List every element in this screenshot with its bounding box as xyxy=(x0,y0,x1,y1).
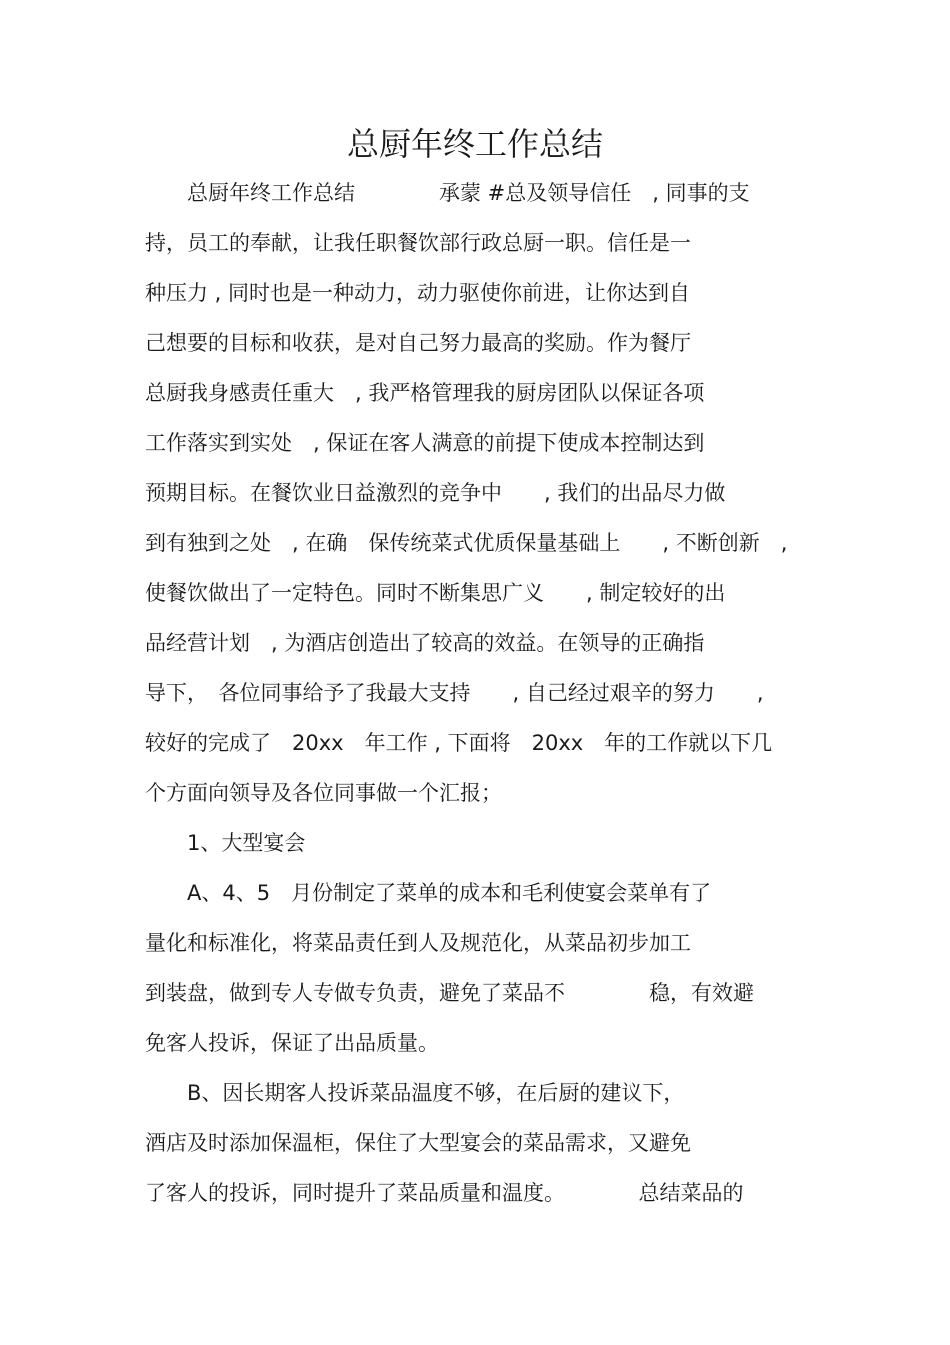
document-title: 总厨年终工作总结 xyxy=(346,125,603,163)
section-heading: 1、大型宴会 xyxy=(145,831,306,855)
text-line: 到装盘，做到专人专做专负责，避免了菜品不 稳，有效避 xyxy=(145,981,754,1005)
text-line: 品经营计划 , 为酒店创造出了较高的效益。在领导的正确指 xyxy=(145,631,705,655)
text-line: 己想要的目标和收获，是对自己努力最高的奖励。作为餐厅 xyxy=(145,331,691,355)
text-line: 了客人的投诉，同时提升了菜品质量和温度。 总结菜品的 xyxy=(145,1181,744,1205)
text-line: 量化和标准化，将菜品责任到人及规范化，从菜品初步加工 xyxy=(145,931,691,955)
text-line: 较好的完成了 20xx 年工作 , 下面将 20xx 年的工作就以下几 xyxy=(145,731,773,755)
text-line: A、4、5 月份制定了菜单的成本和毛利使宴会菜单有了 xyxy=(145,881,712,905)
text-line: 总厨我身感责任重大 , 我严格管理我的厨房团队以保证各项 xyxy=(145,381,705,405)
text-line: 种压力 , 同时也是一种动力，动力驱使你前进，让你达到自 xyxy=(145,281,691,305)
text-line: 预期目标。在餐饮业日益激烈的竞争中 , 我们的出品尽力做 xyxy=(145,481,726,505)
text-line: 工作落实到实处 , 保证在客人满意的前提下使成本控制达到 xyxy=(145,431,705,455)
text-line: 酒店及时添加保温柜，保住了大型宴会的菜品需求，又避免 xyxy=(145,1131,691,1155)
text-line: 持，员工的奉献，让我任职餐饮部行政总厨一职。信任是一 xyxy=(145,231,691,255)
text-line: 免客人投诉，保证了出品质量。 xyxy=(145,1031,439,1055)
text-line: 使餐饮做出了一定特色。同时不断集思广义 , 制定较好的出 xyxy=(145,581,726,605)
text-line: 总厨年终工作总结 承蒙 #总及领导信任 , 同事的支 xyxy=(145,181,750,205)
text-line: B、因长期客人投诉菜品温度不够，在后厨的建议下， xyxy=(145,1081,685,1105)
text-line: 个方面向领导及各位同事做一个汇报； xyxy=(145,781,502,805)
text-line: 导下， 各位同事给予了我最大支持 , 自己经过艰辛的努力 , xyxy=(145,681,764,705)
text-line: 到有独到之处 , 在确 保传统菜式优质保量基础上 , 不断创新 , xyxy=(145,531,788,555)
